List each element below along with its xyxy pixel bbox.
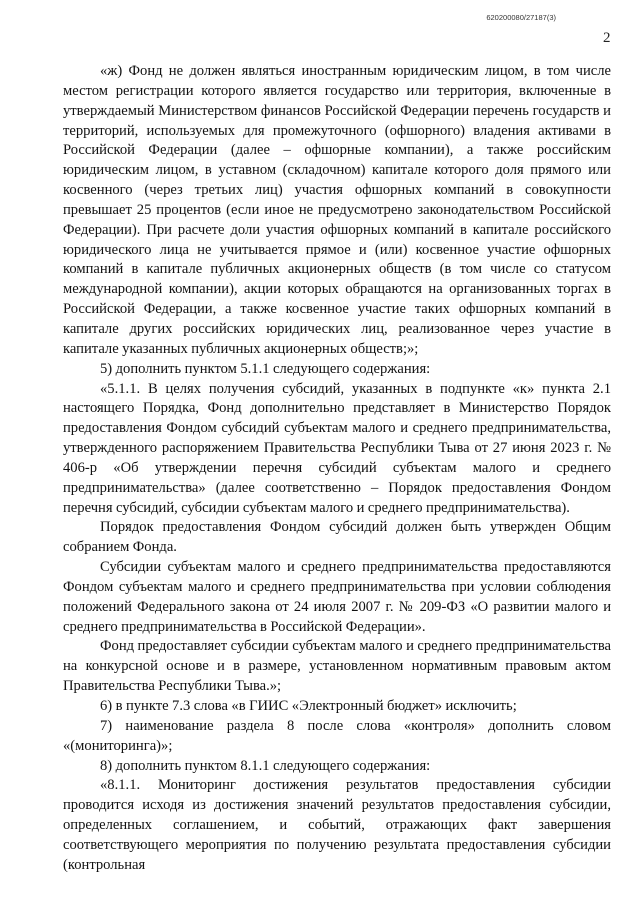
paragraph-item-5: 5) дополнить пунктом 5.1.1 следующего содержания:: [100, 360, 431, 377]
paragraph-item-6: 6) в пункте 7.3 слова «в ГИИС «Электронный бюджет» исключить;: [100, 698, 517, 714]
paragraph-point-5-1-1: «5.1.1. В целях получения субсидий, указанных в подпункте «к» пункта 2.1 настоящего Порядка, Фонд дополнительно представляет в Министерство Порядок предоставления Фондом субсидий субъектам малого и среднего предпринимательства, утвержденного распоряжением Правительства Республики Тыва от 27 июня 2023 г. № 406-р «Об утверждении перечня субсидий субъектам малого и среднего предпринимательства» (далее соответственно – Порядок предоставления Фондом перечня субсидий, субсидии субъектам малого и среднего предпринимательства).: [63, 380, 611, 516]
paragraph-subpoint-zh: «ж) Фонд не должен являться иностранным юридическим лицом, в том числе местом регистрации которого является государство или территория, включенные в утверждаемый Министерством финансов Российской Федерации перечень государств и территорий, используемых для промежуточного (офшорного) владения активами в Российской Федерации (далее – офшорные компании), а также российским юридическим лицом, в уставном (складочном) капитале которого доля прямого или косвенного (через третьих лиц) участия офшорных компаний в совокупности превышает 25 процентов (если иное не предусмотрено законодательством Российской Федерации). При расчете доли участия офшорных компаний в капитале российского юридического лица не учитывается прямое и (или) косвенное участие офшорных компаний в капитале публичных акционерных обществ (в том числе со статусом международной компании), акции которых обращаются на организованных торгах в Российской Федерации, а также косвенное участие таких офшорных компаний в капитале других российских юридических лиц, реализованное через участие в капитале указанных публичных акционерных обществ;»;: [63, 63, 611, 357]
paragraph-point-8-1-1: «8.1.1. Мониторинг достижения результатов предоставления субсидии проводится исходя из достижения значений результатов предоставления субсидии, определенных соглашением, и событий, отражающих факт завершения соответствующего мероприятия по получению результата предоставления субсидии (контрольная: [63, 777, 611, 873]
paragraph-competitive-basis: Фонд предоставляет субсидии субъектам малого и среднего предпринимательства на конкурсной основе и в размере, установленном нормативным правовым актом Правительства Республики Тыва.»;: [63, 638, 611, 695]
paragraph-item-8: 8) дополнить пунктом 8.1.1 следующего содержания:: [100, 757, 431, 774]
page-number: 2: [603, 30, 611, 46]
document-body: [63, 62, 611, 876]
paragraph-approval-order: Порядок предоставления Фондом субсидий должен быть утвержден Общим собранием Фонда.: [63, 519, 611, 556]
document-code: 620200080/27187(3): [486, 13, 556, 22]
paragraph-subsidies-conditions: Субсидии субъектам малого и среднего предпринимательства предоставляются Фондом субъектам малого и среднего предпринимательства при условии соблюдения положений Федерального закона от 24 июля 2007 г. № 209-ФЗ «О развитии малого и среднего предпринимательства в Российской Федерации».: [63, 559, 611, 635]
paragraph-item-7: 7) наименование раздела 8 после слова «контроля» дополнить словом «(мониторинга)»;: [63, 717, 611, 754]
